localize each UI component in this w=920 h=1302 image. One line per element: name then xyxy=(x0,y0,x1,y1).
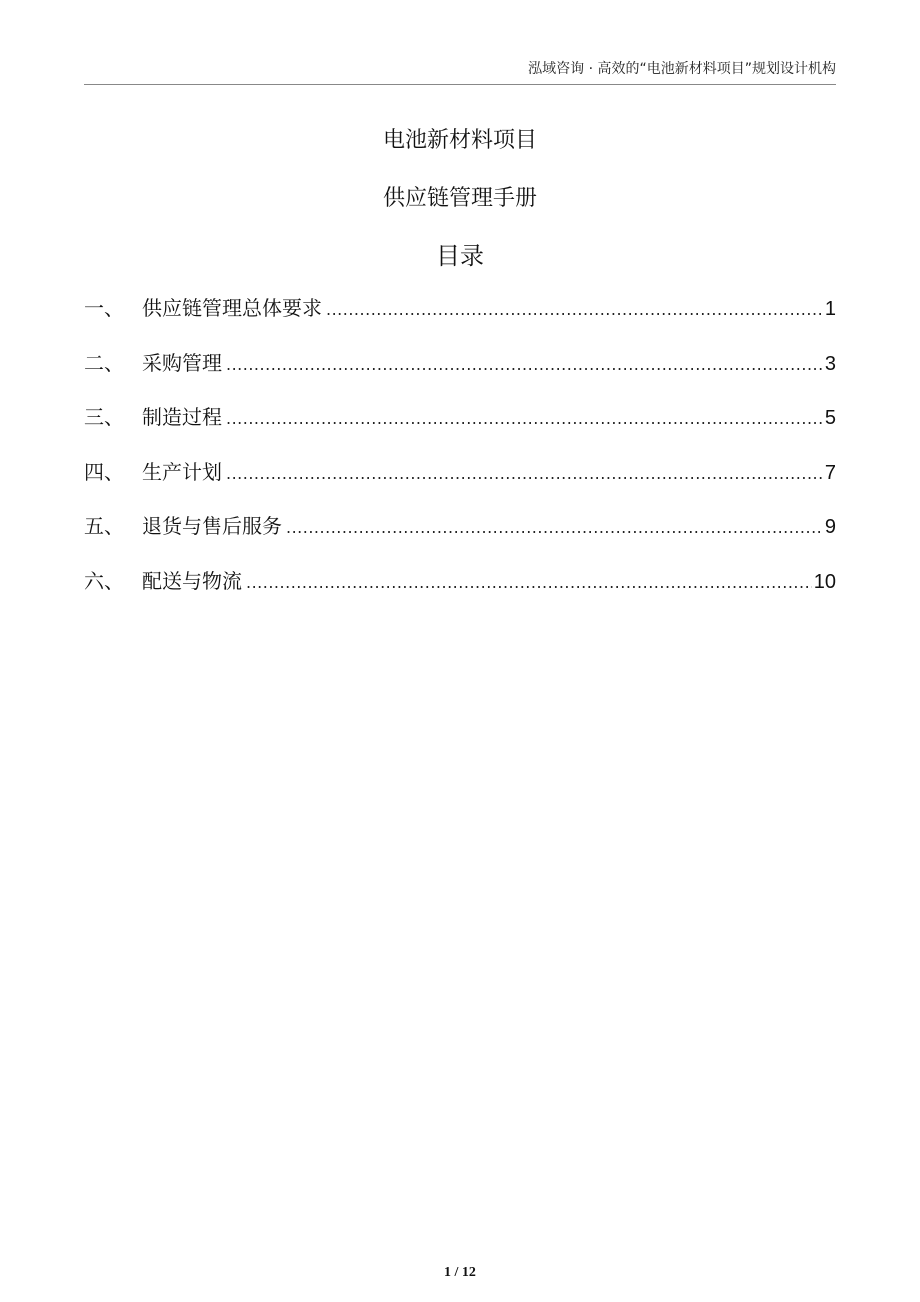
toc-entry-page: 1 xyxy=(824,298,836,320)
header-text: 泓域咨询 · 高效的“电池新材料项目”规划设计机构 xyxy=(528,61,836,77)
toc-entry[interactable] xyxy=(84,510,836,542)
toc-entry-page: 10 xyxy=(813,570,836,593)
toc-entry[interactable] xyxy=(84,347,836,379)
toc-dot-leader xyxy=(286,518,823,537)
table-of-contents xyxy=(84,292,836,619)
document-title: 电池新材料项目 xyxy=(382,128,537,153)
toc-entry-label: 供应链管理总体要求 xyxy=(142,296,322,320)
toc-dot-leader xyxy=(326,300,823,319)
toc-dot-leader xyxy=(246,573,812,592)
toc-entry-number: 一、 xyxy=(84,296,124,320)
toc-dot-leader xyxy=(226,409,823,428)
toc-entry[interactable] xyxy=(84,456,836,488)
toc-entry-label: 退货与售后服务 xyxy=(142,514,282,538)
toc-entry-label: 采购管理 xyxy=(142,350,222,375)
toc-entry-number: 三、 xyxy=(84,405,124,429)
toc-entry-label: 制造过程 xyxy=(142,405,222,429)
toc-entry[interactable] xyxy=(84,401,836,433)
page-number: 1 / 12 xyxy=(444,1265,476,1280)
toc-dot-leader xyxy=(226,464,823,483)
header-divider xyxy=(84,84,836,85)
document-subtitle: 供应链管理手册 xyxy=(382,186,537,211)
toc-entry-page: 9 xyxy=(824,516,836,538)
toc-entry[interactable] xyxy=(84,292,836,324)
toc-heading: 目录 xyxy=(436,242,484,270)
toc-entry-page: 3 xyxy=(824,352,836,375)
toc-entry-number: 六、 xyxy=(84,568,124,593)
toc-entry[interactable] xyxy=(84,565,836,597)
toc-entry-number: 二、 xyxy=(84,350,124,375)
toc-entry-label: 配送与物流 xyxy=(142,568,242,593)
toc-entry-label: 生产计划 xyxy=(142,459,222,484)
toc-entry-number: 四、 xyxy=(84,459,124,484)
toc-entry-number: 五、 xyxy=(84,514,124,538)
toc-entry-page: 5 xyxy=(824,407,836,429)
toc-dot-leader xyxy=(226,355,823,374)
toc-entry-page: 7 xyxy=(824,461,836,484)
